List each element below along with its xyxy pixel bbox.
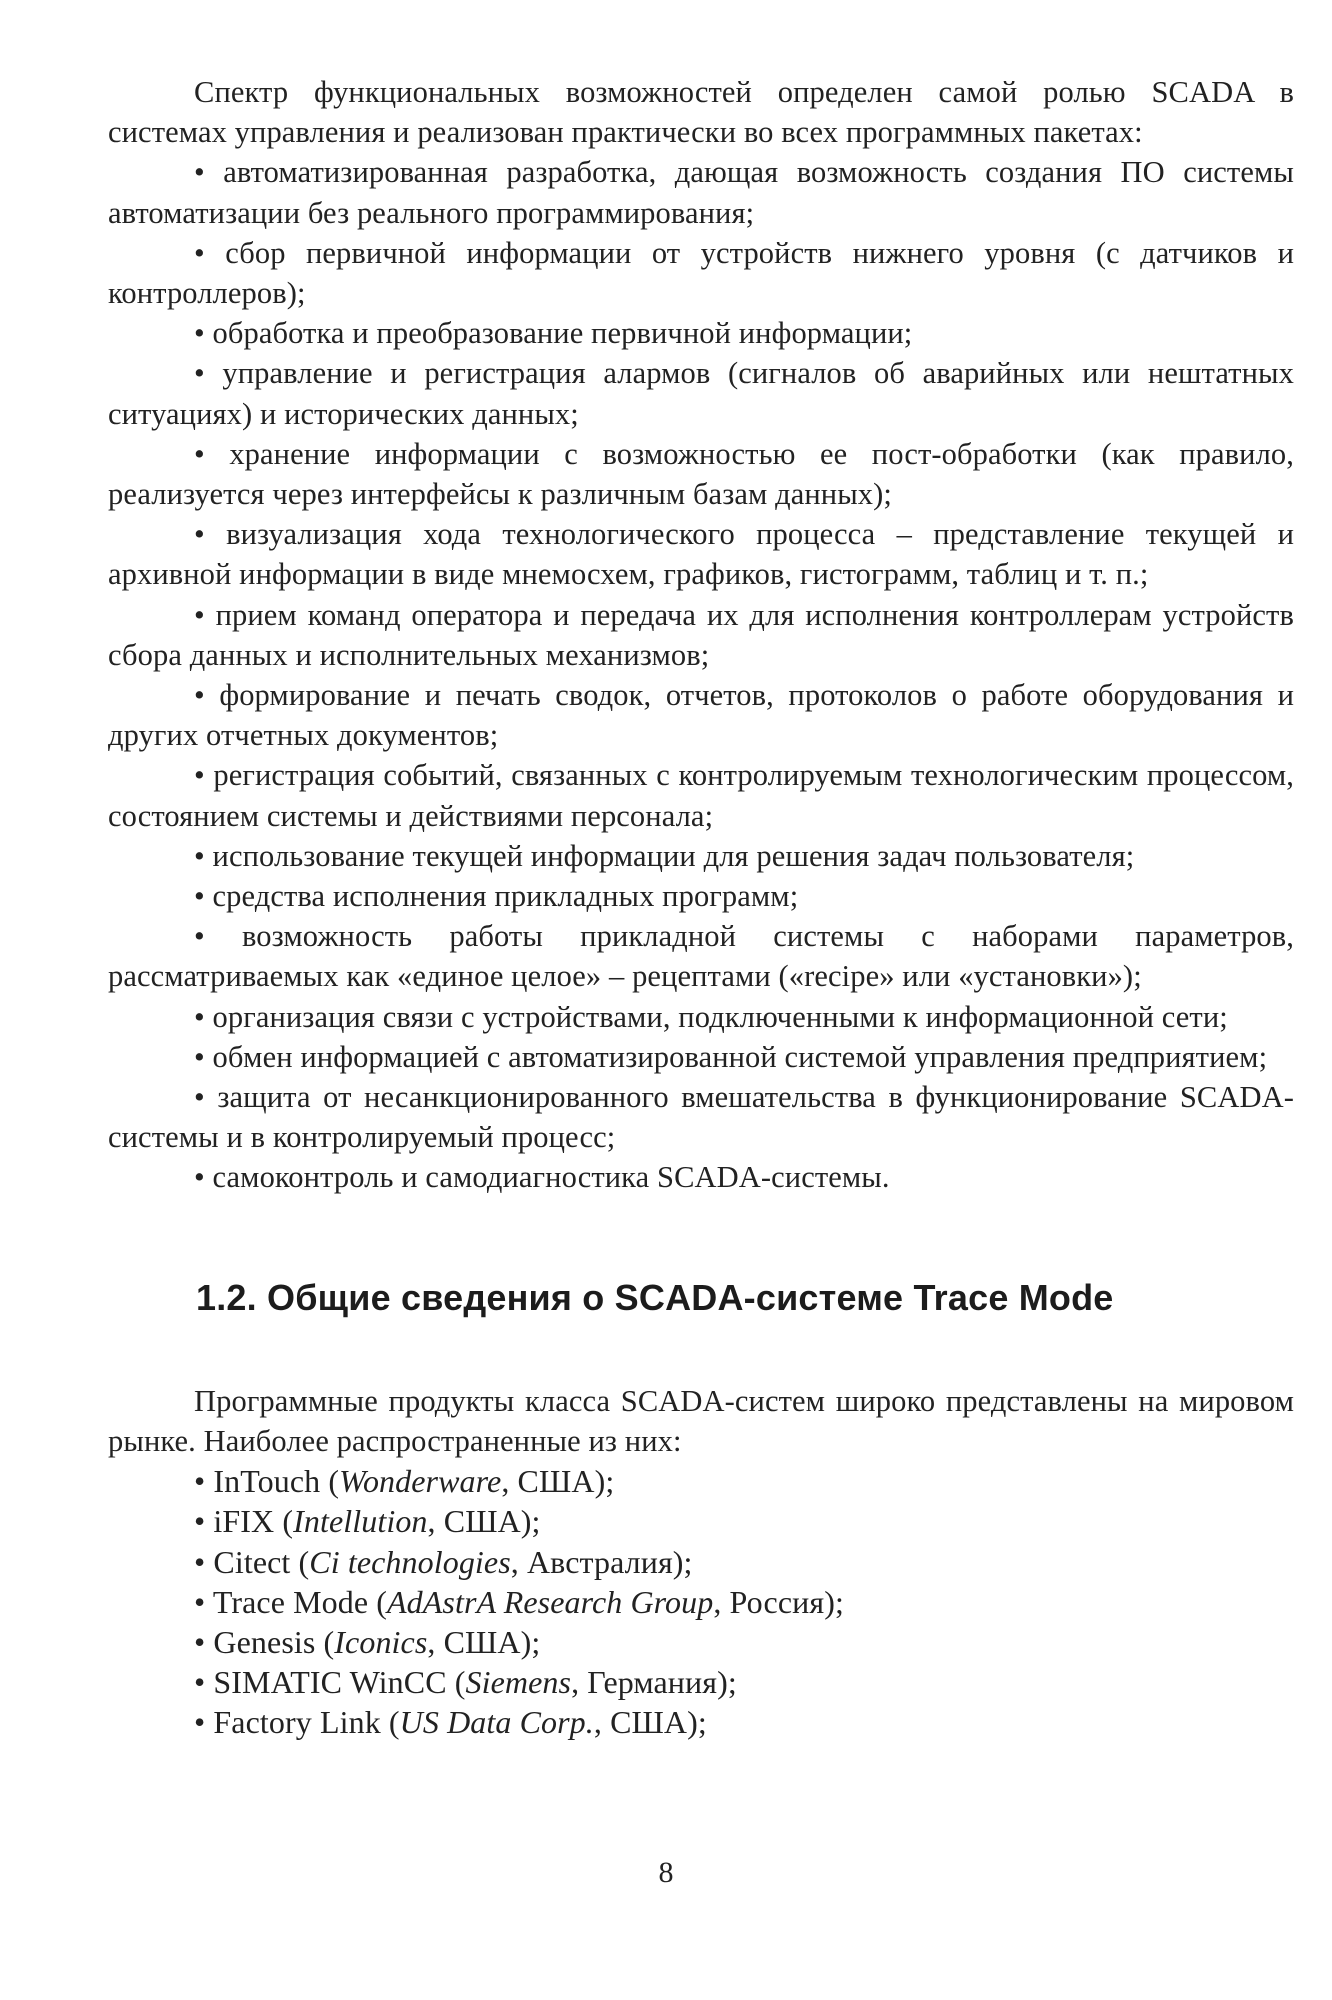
section-intro-paragraph: Программные продукты класса SCADA-систем широко представлены на мировом рынке. Наиболее распространенные из них: (108, 1383, 1294, 1458)
product-vendor: Siemens (465, 1664, 572, 1701)
product-vendor: Iconics (334, 1623, 428, 1660)
product-item: • Genesis (Iconics, США); (108, 1622, 1294, 1662)
product-vendor: Intellution (293, 1503, 428, 1540)
product-item: • Factory Link (US Data Corp., США); (108, 1702, 1294, 1742)
function-item: • средства исполнения прикладных программ; (108, 876, 1294, 916)
page-number: 8 (658, 1856, 674, 1889)
product-item: • iFIX (Intellution, США); (108, 1501, 1294, 1541)
function-item: • автоматизированная разработка, дающая возможность создания ПО системы автоматизации без реального программирования; (108, 152, 1294, 232)
product-country: США (443, 1623, 521, 1660)
product-list (108, 1461, 1294, 1742)
function-item: • управление и регистрация алармов (сигналов об аварийных или нештатных ситуациях) и исторических данных; (108, 353, 1294, 433)
function-item: • обработка и преобразование первичной информации; (108, 313, 1294, 353)
product-vendor: Ci technologies (309, 1543, 511, 1580)
product-item: • Citect (Ci technologies, Австралия); (108, 1542, 1294, 1582)
product-country: Австралия (526, 1543, 673, 1580)
product-vendor: AdAstrA Research Group (387, 1583, 714, 1620)
product-vendor: US Data Corp. (399, 1704, 594, 1741)
function-item: • самоконтроль и самодиагностика SCADA-системы. (108, 1157, 1294, 1197)
product-country: США (443, 1503, 521, 1540)
function-item: • обмен информацией с автоматизированной системой управления предприятием; (108, 1037, 1294, 1077)
product-name: Citect (213, 1543, 291, 1580)
product-vendor: Wonderware (339, 1463, 502, 1500)
product-country: Россия (729, 1583, 825, 1620)
section-heading: 1.2. Общие сведения о SCADA-системе Trace Mode (196, 1276, 1114, 1318)
function-item: • организация связи с устройствами, подключенными к информационной сети; (108, 997, 1294, 1037)
function-item: • прием команд оператора и передача их для исполнения контроллерам устройств сбора данных и исполнительных механизмов; (108, 595, 1294, 675)
function-item: • использование текущей информации для решения задач пользователя; (108, 836, 1294, 876)
page-content (108, 72, 1294, 1743)
product-name: InTouch (213, 1463, 321, 1500)
function-item: • регистрация событий, связанных с контролируемым технологическим процессом, состоянием системы и действиями персонала; (108, 755, 1294, 835)
function-item: • возможность работы прикладной системы с наборами параметров, рассматриваемых как «единое целое» – рецептами («recipe» или «установки»); (108, 916, 1294, 996)
product-country: США (610, 1704, 688, 1741)
function-item: • защита от несанкционированного вмешательства в функционирование SCADA-системы и в контролируемый процесс; (108, 1077, 1294, 1157)
product-name: Factory Link (213, 1704, 381, 1741)
product-name: iFIX (213, 1503, 275, 1540)
product-name: Trace Mode (212, 1583, 369, 1620)
function-item: • сбор первичной информации от устройств нижнего уровня (с датчиков и контроллеров); (108, 233, 1294, 313)
function-item: • визуализация хода технологического процесса – представление текущей и архивной информации в виде мнемосхем, графиков, гистограмм, таблиц и т. п.; (108, 514, 1294, 594)
product-item: • InTouch (Wonderware, США); (108, 1461, 1294, 1501)
product-name: SIMATIC WinCC (213, 1664, 447, 1701)
product-name: Genesis (213, 1623, 316, 1660)
function-item: • хранение информации с возможностью ее пост-обработки (как правило, реализуется через интерфейсы к различным базам данных); (108, 434, 1294, 514)
product-item: • SIMATIC WinCC (Siemens, Германия); (108, 1662, 1294, 1702)
product-item: • Trace Mode (AdAstrA Research Group, Россия); (108, 1582, 1294, 1622)
product-country: США (517, 1463, 595, 1500)
product-country: Германия (587, 1664, 718, 1701)
intro-paragraph: Спектр функциональных возможностей определен самой ролью SCADA в системах управления и реализован практически во всех программных пакетах: (108, 75, 1294, 150)
function-item: • формирование и печать сводок, отчетов, протоколов о работе оборудования и других отчетных документов; (108, 675, 1294, 755)
